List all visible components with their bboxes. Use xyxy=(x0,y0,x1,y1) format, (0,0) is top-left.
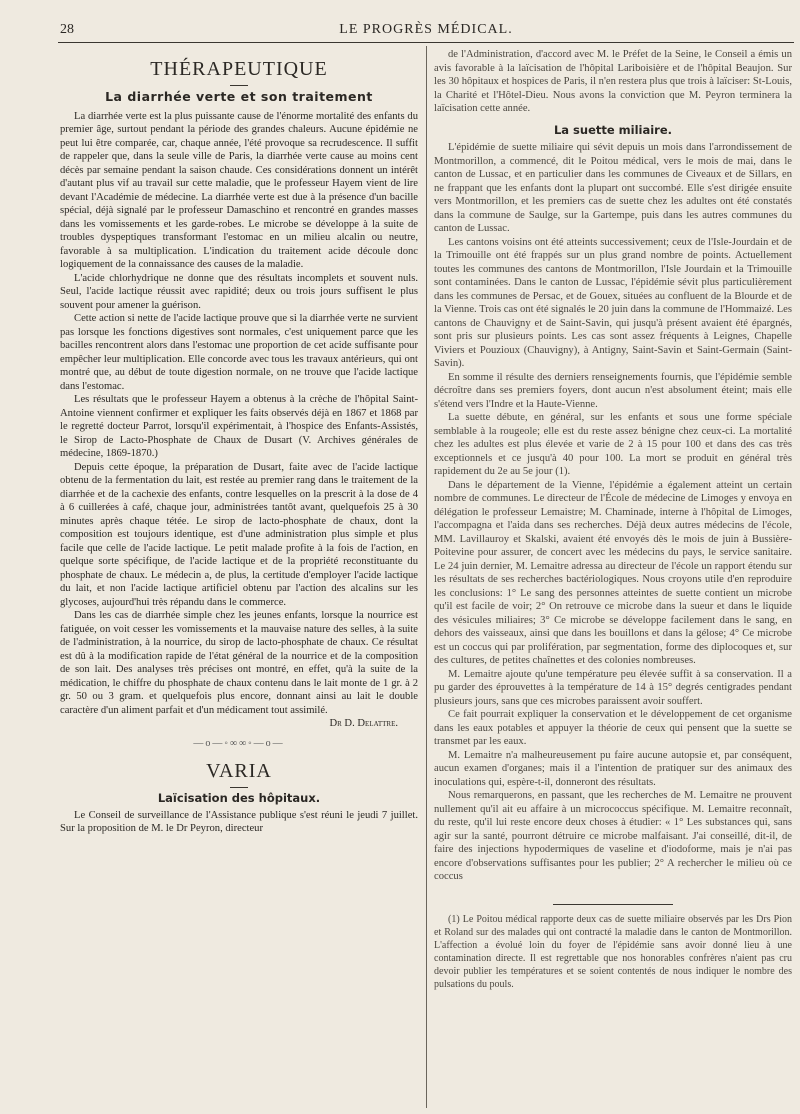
sub-title-laicisation: Laïcisation des hôpitaux. xyxy=(157,791,321,805)
column-divider xyxy=(426,46,427,1108)
left-column xyxy=(60,48,418,1108)
ornament-divider: —o—◦∞∞◦—o— xyxy=(193,737,285,749)
sub-title-suette: La suette miliaire. xyxy=(553,122,673,137)
paragraph: Dans le département de la Vienne, l'épidémie a également atteint un certain nombre de communes. Le directeur de l'École de médecine de Limoges y envoya en délégation le professeur Lemaistre; M. Chaminade, interne à l'hôpital de Limoges, l'accompagna et l'aida dans ses recherches. Déjà deux autres médecins de l'école, MM. Lavillauroy et Skalski, avaient été envoyés dès le mois de juin à Bussière-Poitevine pour assurer, de concert avec les médecins du pays, le service sanitaire. Le 24 juin dernier, M. Lemaitre adressa au directeur de l'école un rapport étendu sur les résultats de ses recherches bactériologiques. Nous croyons utile d'en reproduire les conclusions: 1° Le sang des personnes atteintes de suette contient un microbe qu'il est facile de voir; 2° On retrouve ce microbe dans la sueur et dans le liquide des vésicules miliaires; 3° Ce microbe se développe facilement dans le sang, en dehors des vaisseaux, ainsi que dans les bouillons et dans la gélose; 4° Ce microbe est un coccus qui par prolifération, par segmentation, forme des diplocoques et, sur des cultures, de petites chaînettes et des colonies nombreuses. xyxy=(434,479,792,666)
paragraph: L'acide chlorhydrique ne donne que des résultats incomplets et souvent nuls. Seul, l'acide lactique réussit avec rapidité; deux ou trois jours suffisent le plus souvent pour amener la guérison. xyxy=(60,272,418,311)
paragraph: Ce fait pourrait expliquer la conservation et le développement de cet organisme dans les eaux potables et appuyer la théorie de ceux qui pensent que la suette se transmet par les eaux. xyxy=(434,709,792,747)
paragraph: Les résultats que le professeur Hayem a obtenus à la crèche de l'hôpital Saint-Antoine viennent confirmer et expliquer les faits observés déjà en 1867 et 1868 par le regretté docteur Parrot, lorsqu'il expérimentait, à l'hospice des Enfants-Assistés, le Sirop de Lacto-Phosphate de Chaux de Dusart (V. Archives générales de médecine, 1869-1870.) xyxy=(60,394,418,459)
paragraph: Le Conseil de surveillance de l'Assistance publique s'est réuni le jeudi 7 juillet. Sur la proposition de M. le Dr Peyron, directeur xyxy=(60,809,418,834)
paragraph: Cette action si nette de l'acide lactique prouve que si la diarrhée verte ne survient pas lorsque les fonctions digestives sont normales, c'est uniquement parce que les bacilles rencontrent alors dans l'estomac une proportion de cet acide suffisante pour empêcher leur multiplication. Elle concorde avec tous les travaux antérieurs, qui ont montré que, au début de toute digestion normale, on ne trouve que l'acide lactique dans l'estomac. xyxy=(60,313,418,392)
journal-title: LE PROGRÈS MÉDICAL. xyxy=(339,22,513,37)
footnote-rule xyxy=(553,904,673,905)
page-number: 28 xyxy=(60,22,74,37)
paragraph: M. Lemaitre n'a malheureusement pu faire aucune autopsie et, par conséquent, aucun examen d'organes; mais il a l'intention de pratiquer sur des animaux des inoculations qui, espère-t-il, donneront des résultats. xyxy=(434,749,792,788)
title-rule xyxy=(230,85,248,86)
paragraph: La diarrhée verte est la plus puissante cause de l'énorme mortalité des enfants du premier âge, surtout pendant la période des grandes chaleurs. Aucune épidémie ne peut lui être comparée, car, chaque année, l'été provoque sa recrudescence. Il suffit de rappeler que, dans la seule ville de Paris, la diarrhée verte cause au moins cent décès par semaine pendant la saison chaude. Ces considérations donnent un intérêt d'autant plus vif au travail sur cette maladie, que le professeur Hayem vient de lire devant l'Académie de médecine. La diarrhée verte est due à la présence d'un bacille spécial, déjà signalé par le professeur Damaschino et rencontré en grandes masses dans les vomissements et les garde-robes. Le microbe se développe à la suite de troubles dyspeptiques transformant l'estomac en un milieu alcalin ou neutre, favorable à sa multiplication. L'indication du traitement acide découle donc logiquement de la connaissance des causes de la maladie. xyxy=(60,110,418,270)
paragraph: Depuis cette époque, la préparation de Dusart, faite avec de l'acide lactique obtenu de la fermentation du lait, est restée au premier rang dans le traitement de la diarrhée et de la cachexie des enfants, contre lesquelles on la prescrit à la dose de 4 à 6 cuillerées à café, chaque jour, administrées tantôt avant, quelquefois 25 à 30 minutes après chaque tétée. Le sirop de lacto-phosphate de chaux, dont la composition est toujours identique, est d'une administration plus simple et plus facile que celle de l'acide lactique. Le petit malade profite à la fois de l'action, en quelque sorte spécifique, de l'acide lactique et de la propriété reconstituante du phosphate de chaux. Le médecin a, de plus, la certitude d'employer l'acide lactique du lait, et non l'acide lactique artificiel obtenu par l'action des alcalins sur les glycoses, aujourd'hui très répandu dans le commerce. xyxy=(60,461,418,608)
paragraph: En somme il résulte des derniers renseignements fournis, que l'épidémie semble décroître dans ses premiers foyers, dont aucun n'est absolument éteint; mais elle s'étend vers l'Indre et la Haute-Vienne. xyxy=(434,371,792,410)
footnote: (1) Le Poitou médical rapporte deux cas de suette miliaire observés par les Drs Pion et Roland sur des malades qui ont contracté la maladie dans le canton de Montmorillon. L'affection a évolué loin du foyer de l'épidémie sans avoir donné lieu à une contamination directe. Il est regrettable que nos honorables confrères n'aient pas cru devoir publier les températures et se soient contentés de nous indiquer le nombre des pulsations du pouls. xyxy=(434,913,792,990)
paragraph: L'épidémie de suette miliaire qui sévit depuis un mois dans l'arrondissement de Montmorillon, a commencé, dit le Poitou médical, vers le mois de mai, dans le canton de Lussac, et en particulier dans les communes de Civeaux et de Sillars, en ne frappant que les enfants dont la plupart ont succombé. Elle s'est dirigée ensuite vers Montmorillon, et les premiers cas de suette chez les adultes ont été constatés dans la commune de Saulge, sur la Gartempe, puis dans les autres communes du canton de Lussac. xyxy=(434,142,792,234)
article-title: La diarrhée verte et son traitement xyxy=(105,89,373,104)
paragraph: Dans les cas de diarrhée simple chez les jeunes enfants, lorsque la nourrice est fatiguée, on voit cesser les vomissements et la mauvaise nature des selles, à la suite de l'administration, à la nourrice, du sirop de lacto-phosphate de chaux. Ce résultat est dû à la modification rapide de l'état général de la nourrice et de la composition de son lait. Des analyses très précises ont montré, en effet, qu'à la suite de la médication, le chiffre du phosphate de chaux contenu dans le lait monte de 1 gr. à 2 gr. 50 ou 3 gram. et quelquefois plus encore, donnant ainsi au lait le double caractère d'un aliment parfait et d'un médicament tout assimilé. xyxy=(60,610,418,716)
paragraph: Les cantons voisins ont été atteints successivement; ceux de l'Isle-Jourdain et de la Trimouille ont été frappés sur un plus grand nombre de points. Actuellement toutes les communes des cantons de Montmorillon, l'Isle Jourdain et la Trimouille sont contaminées. Dans le canton de Lussac, l'épidémie sévit plus particulièrement dans les communes de Persac, et de Gouex, situées au confluent de la Blourde et de la Vienne. Trois cas ont été signalés le 20 juin dans la commune de l'Hommaizé. Les cantons de Chauvigny et de Saint-Savin, qui jusqu'à présent avaient été épargnés, sont pris sur plusieurs points. Les cas sont assez fréquents à Leignes, Chapelle Viviers et Pouzioux (Chauvigny), à Antigny, Saint-Savin et Saint-Germain (Saint-Savin). xyxy=(434,236,792,369)
paragraph: M. Lemaitre ajoute qu'une température peu élevée suffit à sa conservation. Il a pu garder des éprouvettes à la température de 14 à 15° degrés centigrades pendant plusieurs jours, sans que ces microbes paraissent avoir souffert. xyxy=(434,668,792,707)
paragraph: La suette débute, en général, sur les enfants et sous une forme spéciale semblable à la rougeole; elle est du reste assez bénigne chez ceux-ci. La mortalité chez les adultes est plus élevée et varie de 2 à 15 pour 100 et dans des cas très exceptionnels et ce jusqu'à 40 pour 100. La mort se produit en général très rapidement du 2e au 5e jour (1). xyxy=(434,412,792,477)
section-title-varia: VARIA xyxy=(206,760,272,782)
section-title-therapeutique: THÉRAPEUTIQUE xyxy=(150,58,328,80)
paragraph: de l'Administration, d'accord avec M. le Préfet de la Seine, le Conseil a émis un avis favorable à la laïcisation de l'hôpital Lariboisière et de l'hôpital Beaujon. Sur les 30 hôpitaux et hospices de Paris, il n'en restera plus que trois à laïciser: St-Louis, la Charité et l'Hôtel-Dieu. Nous avons la conviction que M. Peyron terminera la laïcisation cette année. xyxy=(434,49,792,114)
page-header xyxy=(58,20,794,43)
paragraph: Nous remarquerons, en passant, que les recherches de M. Lemaitre ne prouvent nullement qu'il ait eu affaire à un micrococcus spécifique. M. Lemaitre reconnaît, du reste, qu'il lui reste encore deux choses à étudier: « 1° Les substances qui, sans agir sur la santé, pourront détruire ce microbe malfaisant. J'ai conseillé, dit-il, de faire des injections hypodermiques de vaseline et d'iodoforme, mais je n'ai pas encore d'observations suffisantes pour les publier; 2° A rechercher le milieu où ce coccus xyxy=(434,790,792,882)
title-rule xyxy=(230,787,248,788)
right-column xyxy=(434,48,792,1108)
author-signature: Dr D. Delattre. xyxy=(329,718,398,729)
